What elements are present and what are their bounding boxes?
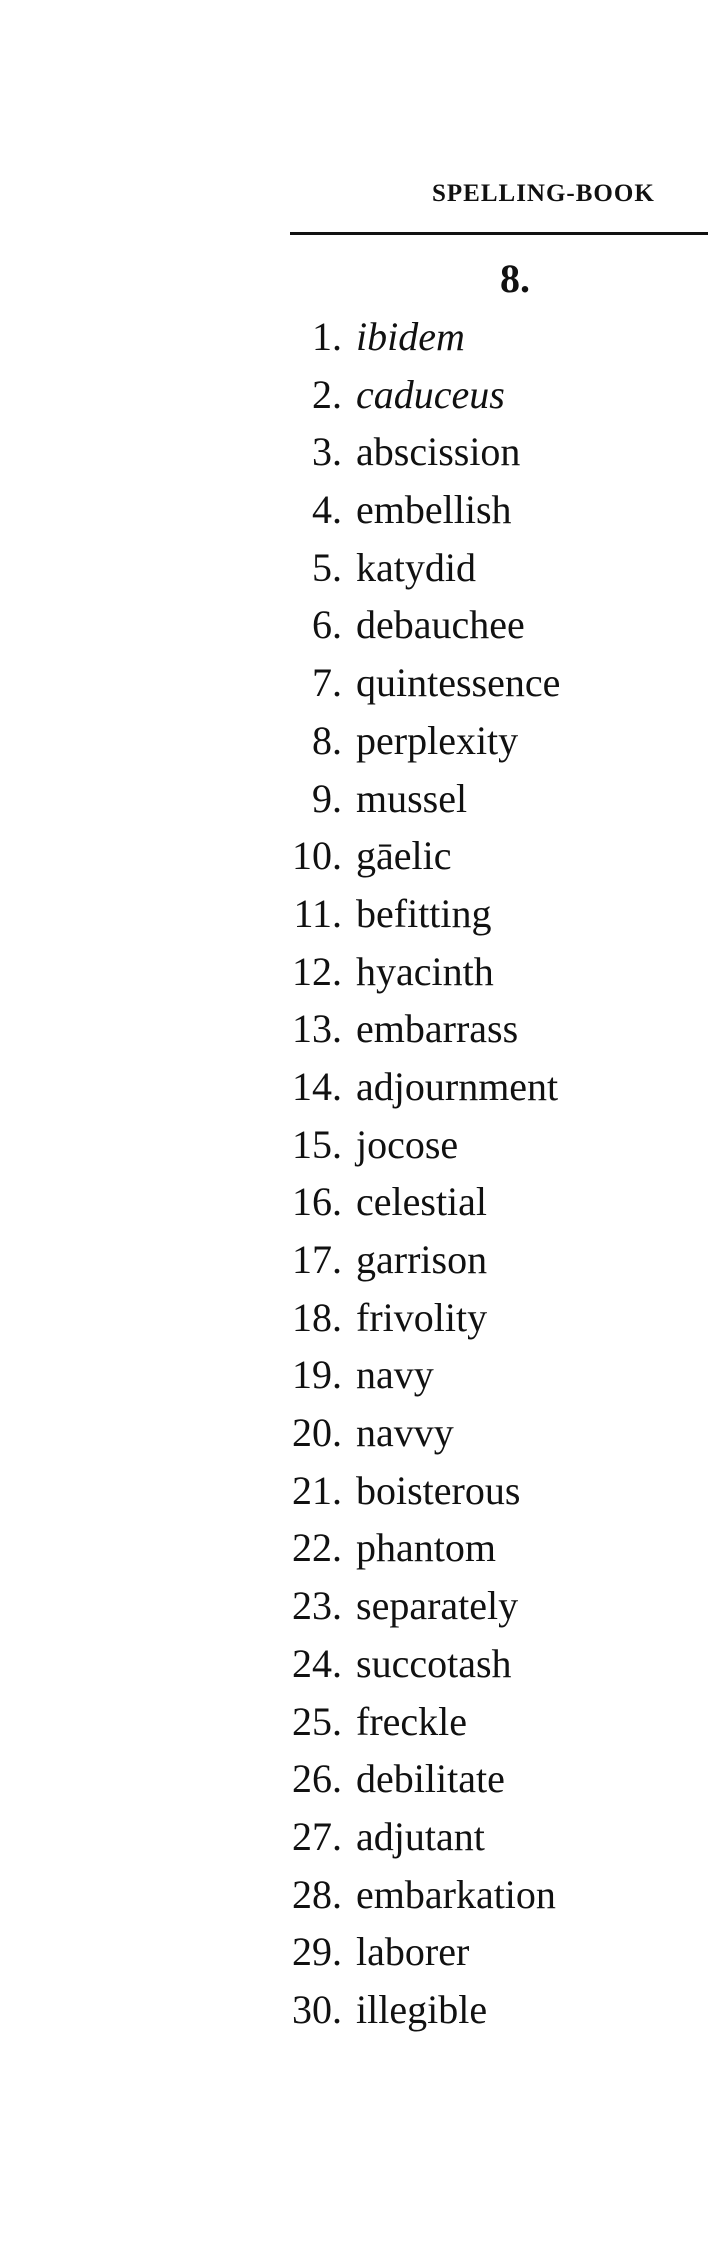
list-item (278, 539, 560, 597)
list-item (278, 1462, 560, 1520)
item-number: 27. (292, 1813, 342, 1859)
spelling-word: abscission (356, 429, 521, 475)
list-item (278, 1808, 560, 1866)
item-number: 26. (292, 1756, 342, 1802)
item-number: 15. (292, 1121, 342, 1167)
spelling-word: navy (356, 1352, 434, 1398)
item-number: 12. (292, 948, 342, 994)
list-item (278, 366, 560, 424)
item-number: 11. (293, 890, 342, 936)
item-number: 29. (292, 1929, 342, 1975)
list-item (278, 1289, 560, 1347)
item-number: 18. (292, 1294, 342, 1340)
item-number: 22. (292, 1525, 342, 1571)
spelling-word: freckle (356, 1698, 468, 1744)
spelling-word: illegible (356, 1986, 488, 2032)
list-item (278, 654, 560, 712)
list-item (278, 1000, 560, 1058)
spelling-word: frivolity (356, 1294, 488, 1340)
list-item (278, 308, 560, 366)
spelling-word: ibidem (356, 314, 465, 359)
spelling-word: perplexity (356, 717, 519, 763)
list-item (278, 827, 560, 885)
list-item (278, 943, 560, 1001)
spelling-word: garrison (356, 1237, 488, 1282)
list-item (278, 1750, 560, 1808)
spelling-word: celestial (356, 1179, 488, 1225)
spelling-word: phantom (356, 1525, 496, 1571)
spelling-word: embellish (356, 487, 512, 533)
list-item (278, 885, 560, 943)
item-number: 23. (292, 1583, 342, 1629)
running-head: SPELLING-BOOK (432, 180, 655, 207)
spelling-word: adjournment (356, 1063, 559, 1109)
spelling-word: katydid (356, 544, 476, 590)
spelling-word: embarkation (356, 1871, 556, 1917)
item-number: 14. (292, 1063, 342, 1109)
header-rule (290, 232, 708, 235)
list-item (278, 1173, 560, 1231)
item-number: 8. (312, 717, 342, 763)
item-number: 4. (312, 487, 342, 533)
section-number: 8. (500, 256, 530, 301)
spelling-word-list (278, 308, 560, 2039)
item-number: 9. (312, 775, 342, 821)
item-number: 1. (312, 314, 342, 359)
spelling-word: debauchee (356, 602, 525, 648)
list-item (278, 481, 560, 539)
list-item (278, 1693, 560, 1751)
item-number: 5. (312, 544, 342, 590)
item-number: 25. (292, 1698, 342, 1744)
spelling-word: hyacinth (356, 948, 494, 994)
list-item (278, 1231, 560, 1289)
spelling-word: befitting (356, 890, 492, 936)
item-number: 2. (312, 371, 342, 417)
spelling-word: adjutant (356, 1813, 485, 1859)
item-number: 17. (292, 1237, 342, 1282)
list-item (278, 1923, 560, 1981)
spelling-word: jocose (356, 1121, 459, 1167)
spelling-word: navvy (356, 1410, 454, 1456)
list-item (278, 1116, 560, 1174)
item-number: 28. (292, 1871, 342, 1917)
item-number: 10. (292, 833, 342, 879)
list-item (278, 1058, 560, 1116)
spelling-word: caduceus (356, 371, 505, 417)
item-number: 21. (292, 1467, 342, 1513)
item-number: 6. (312, 602, 342, 648)
item-number: 30. (292, 1986, 342, 2032)
spelling-word: debilitate (356, 1756, 505, 1802)
list-item (278, 712, 560, 770)
item-number: 16. (292, 1179, 342, 1225)
spelling-word: gāelic (356, 833, 452, 879)
list-item (278, 423, 560, 481)
list-item (278, 596, 560, 654)
item-number: 24. (292, 1640, 342, 1686)
list-item (278, 1577, 560, 1635)
list-item (278, 1404, 560, 1462)
list-item (278, 1346, 560, 1404)
spelling-word: boisterous (356, 1467, 521, 1513)
list-item (278, 1866, 560, 1924)
item-number: 7. (312, 660, 342, 706)
item-number: 13. (292, 1006, 342, 1052)
list-item (278, 1635, 560, 1693)
list-item (278, 770, 560, 828)
spelling-word: embarrass (356, 1006, 519, 1052)
spelling-word: quintessence (356, 660, 561, 706)
spelling-word: laborer (356, 1929, 470, 1975)
item-number: 20. (292, 1410, 342, 1456)
list-item (278, 1519, 560, 1577)
spelling-word: succotash (356, 1640, 512, 1686)
item-number: 3. (312, 429, 342, 475)
spelling-word: mussel (356, 775, 468, 821)
list-item (278, 1981, 560, 2039)
item-number: 19. (292, 1352, 342, 1398)
spelling-word: separately (356, 1583, 519, 1629)
